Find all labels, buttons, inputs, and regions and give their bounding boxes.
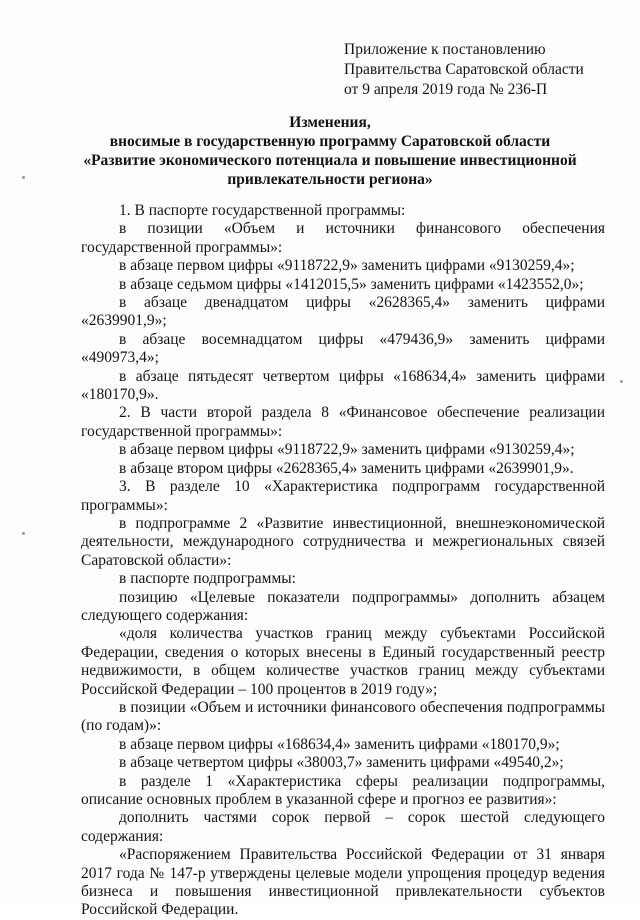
- scan-speck: [22, 176, 25, 179]
- paragraph: в разделе 1 «Характеристика сферы реализации подпрограммы, описание основных проблем в указанной сфере и прогноз ее развития»:: [81, 772, 605, 808]
- paragraph: в абзаце пятьдесят четвертом цифры «168634,4» заменить цифрами «180170,9».: [81, 367, 605, 404]
- appendix-line: от 9 апреля 2019 года № 236-П: [344, 81, 548, 98]
- appendix-header: [344, 40, 584, 100]
- heading-line: «Развитие экономического потенциала и повышение инвестиционной: [83, 152, 577, 169]
- paragraph: «Распоряжением Правительства Российской Федерации от 31 января 2017 года № 147-р утверждены целевые модели упрощения процедур ведения бизнеса и повышения инвестиционной привлекательности субъектов Российской Федерации.: [81, 846, 605, 919]
- paragraph: «доля количества участков границ между субъектами Российской Федерации, сведения о которых внесены в Единый государственный реестр недвижимости, в общем количестве участков границ между субъектами Российской Федерации – 100 процентов в 2019 году»;: [81, 625, 605, 698]
- paragraph: в абзаце первом цифры «9118722,9» заменить цифрами «9130259,4»;: [119, 257, 575, 275]
- paragraph: 3. В разделе 10 «Характеристика подпрограмм государственной программы»:: [81, 478, 605, 514]
- paragraph: в абзаце втором цифры «2628365,4» заменить цифрами «2639901,9».: [119, 459, 574, 477]
- paragraph: в абзаце четвертом цифры «38003,7» заменить цифрами «49540,2»;: [119, 754, 564, 772]
- paragraph: позицию «Целевые показатели подпрограммы» дополнить абзацем следующего содержания:: [81, 588, 605, 624]
- scan-speck: [22, 532, 25, 535]
- paragraph: в абзаце двенадцатом цифры «2628365,4» заменить цифрами «2639901,9»;: [81, 294, 605, 330]
- paragraph: в паспорте подпрограммы:: [119, 570, 296, 588]
- heading-line: вносимые в государственную программу Саратовской области: [109, 133, 551, 150]
- paragraph: в абзаце первом цифры «9118722,9» заменить цифрами «9130259,4»;: [119, 441, 575, 459]
- paragraph: в абзаце седьмом цифры «1412015,5» заменить цифрами «1423552,0»;: [119, 275, 584, 293]
- document-heading: [60, 113, 600, 189]
- paragraph: 2. В части второй раздела 8 «Финансовое обеспечение реализации государственной программы»:: [81, 404, 605, 440]
- paragraph: 1. В паспорте государственной программы:: [119, 202, 406, 219]
- heading-line: привлекательности региона»: [227, 171, 433, 188]
- appendix-line: Правительства Саратовской области: [344, 61, 584, 78]
- paragraph: в абзаце первом цифры «168634,4» заменить цифрами «180170,9»;: [119, 735, 560, 753]
- paragraph: в абзаце восемнадцатом цифры «479436,9» заменить цифрами «490973,4»;: [81, 330, 605, 367]
- paragraph: в подпрограмме 2 «Развитие инвестиционной, внешнеэкономической деятельности, международного сотрудничества и межрегиональных связей Саратовской области»:: [81, 514, 605, 569]
- scan-speck: [620, 380, 623, 383]
- paragraph: дополнить частями сорок первой – сорок шестой следующего содержания:: [81, 809, 605, 845]
- heading-line: Изменения,: [289, 114, 371, 131]
- paragraph: в позиции «Объем и источники финансового обеспечения государственной программы»:: [81, 220, 605, 256]
- paragraph: в позиции «Объем и источники финансового обеспечения подпрограммы (по годам)»:: [81, 698, 605, 735]
- appendix-line: Приложение к постановлению: [344, 41, 546, 58]
- document-body: [81, 202, 605, 920]
